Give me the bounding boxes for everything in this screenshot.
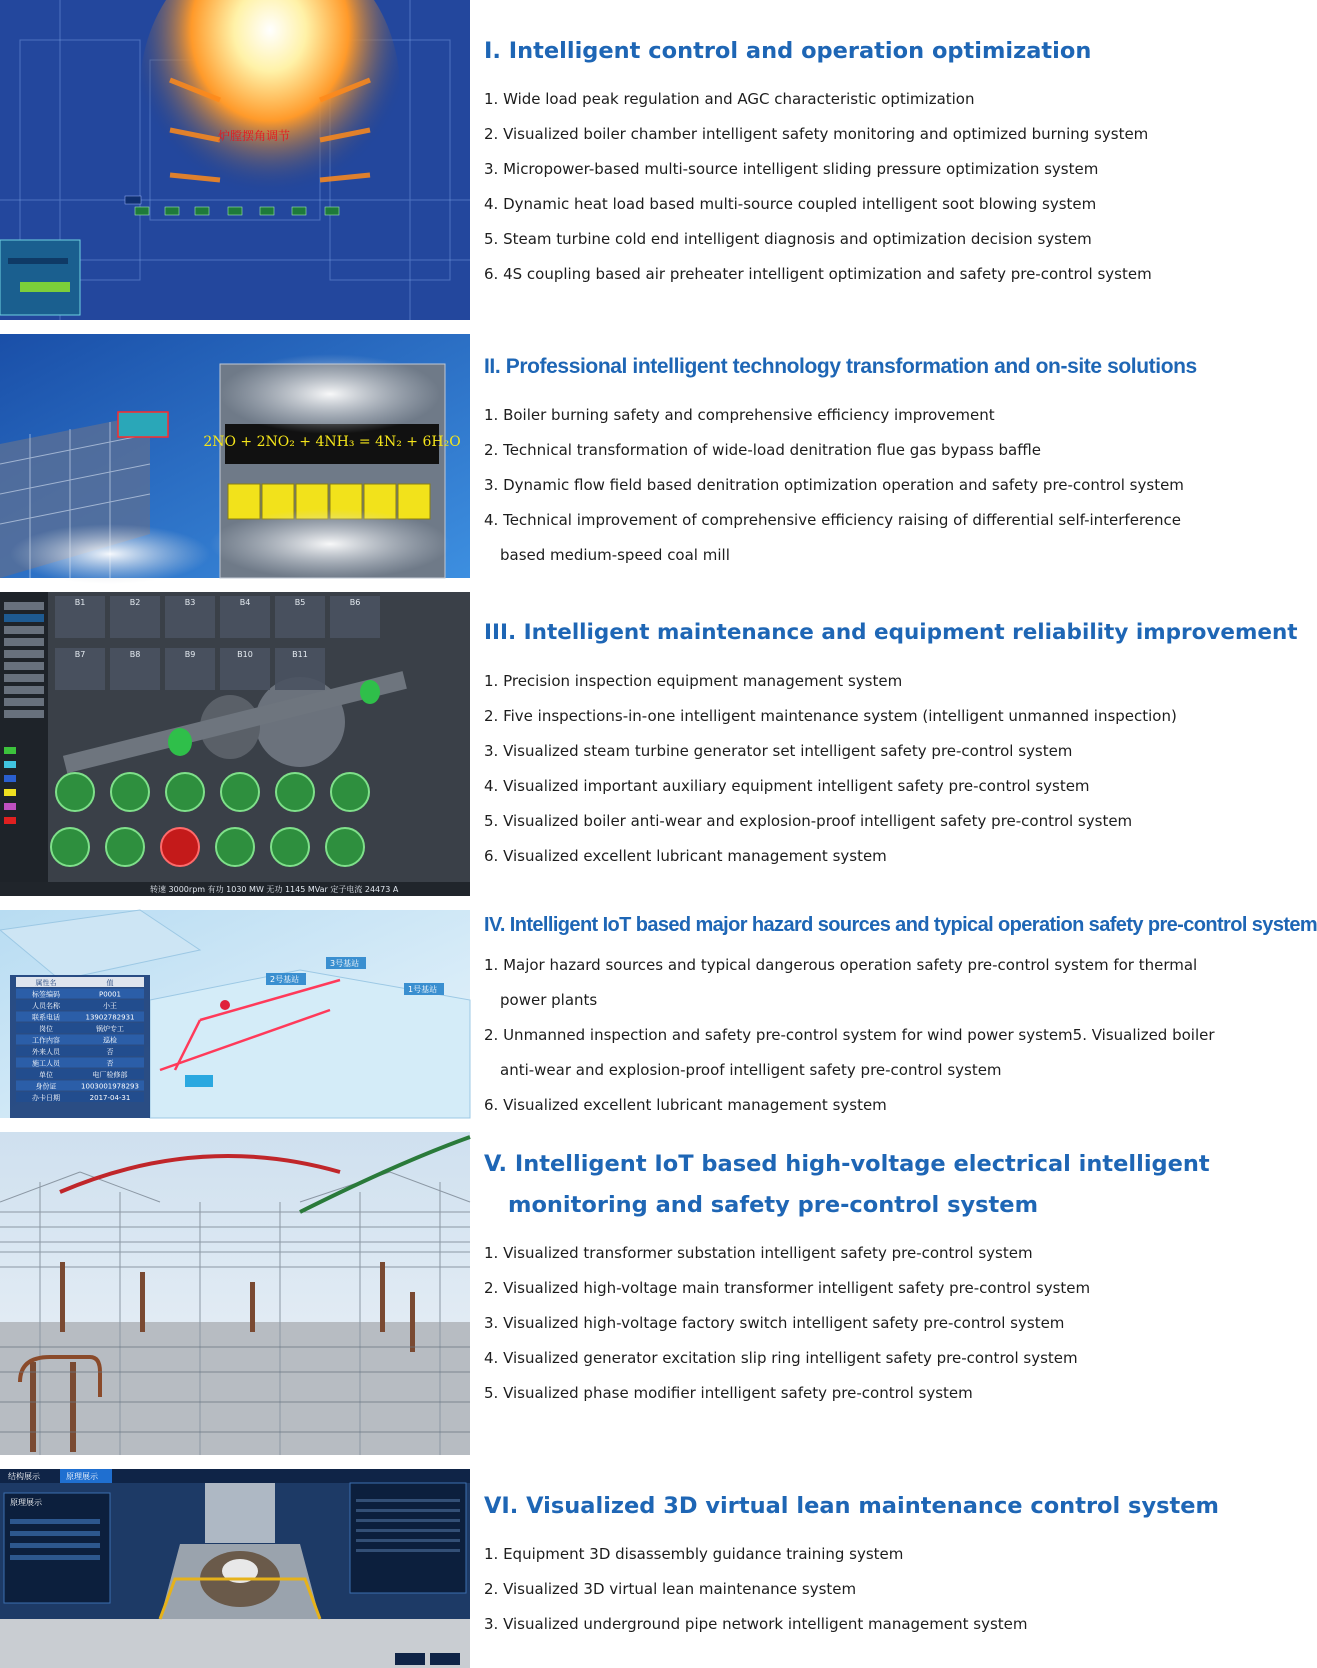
base-station-label: 2号基站 [270,975,300,984]
section-4-list [484,948,1215,1123]
bearing-label: B9 [184,650,196,659]
reaction-equation: 2NO + 2NO₂ + 4NH₃ = 4N₂ + 6H₂O [203,434,461,450]
denitration-reactor-image [0,334,470,578]
personnel-location-image [0,910,470,1118]
bearing-label: B10 [237,650,253,659]
vibration-gauge [221,773,259,811]
section-5-title [484,1144,1210,1226]
info-table-cell: 巡检 [103,1036,117,1045]
list-item-continuation [484,538,1196,573]
tab-principle-label: 原理展示 [66,1472,98,1481]
vibration-gauge [56,773,94,811]
section-5-title-line1: V. Intelligent IoT based high-voltage electrical intelligent [484,1151,1210,1177]
vibration-gauge [161,828,199,866]
section-5-text [484,1144,1210,1411]
section-3-title: III. Intelligent maintenance and equipment reliability improvement [484,620,1298,645]
section-6-title: VI. Visualized 3D virtual lean maintenance control system [484,1493,1219,1519]
info-table-cell: 施工人员 [32,1059,60,1068]
info-table-cell: 办卡日期 [32,1094,60,1102]
info-table-cell: 否 [106,1048,114,1056]
boiler-flame-image [0,0,470,320]
list-item: 2. Unmanned inspection and safety pre-control system for wind power system5. Visualized boiler [484,1026,1215,1044]
turbine-monitoring-image [0,592,470,896]
list-item: 1. Boiler burning safety and comprehensive efficiency improvement [484,406,995,424]
list-item: 1. Equipment 3D disassembly guidance training system [484,1545,904,1563]
vibration-gauge [331,773,369,811]
bearing-label: B7 [74,650,86,659]
list-item: 4. Visualized important auxiliary equipment intelligent safety pre-control system [484,777,1090,795]
bearing-label: B4 [239,598,251,607]
bearing-label: B5 [294,598,306,607]
info-table-cell: 属性名 [35,979,57,987]
list-item: 3. Dynamic flow field based denitration optimization operation and safety pre-control system [484,476,1184,494]
substation-image [0,1132,470,1455]
list-item-cont-text: based medium-speed coal mill [500,546,730,564]
list-item: 1. Visualized transformer substation intelligent safety pre-control system [484,1244,1033,1262]
info-table-row [16,1023,144,1033]
section-4-title: IV. Intelligent IoT based major hazard sources and typical operation safety pre-control system [484,914,1317,936]
section-1-text [484,30,1196,292]
panel-title: 原理展示 [10,1498,42,1507]
list-item: 5. Visualized phase modifier intelligent safety pre-control system [484,1384,973,1402]
info-table-cell: 值 [106,979,114,987]
section-2-title: II. Professional intelligent technology transformation and on-site solutions [484,355,1197,378]
vibration-gauge [276,773,314,811]
section-5-list [484,1236,1196,1411]
list-item-cont-text: anti-wear and explosion-proof intelligent safety pre-control system [500,1061,1002,1079]
list-item: 2. Five inspections-in-one intelligent maintenance system (intelligent unmanned inspection) [484,707,1177,725]
section-1-title: I. Intelligent control and operation optimization [484,38,1092,64]
info-table-cell: 电厂检修部 [92,1071,128,1079]
list-item: 3. Visualized steam turbine generator set intelligent safety pre-control system [484,742,1073,760]
list-item: 5. Visualized boiler anti-wear and explosion-proof intelligent safety pre-control system [484,812,1133,830]
info-table-cell: 小王 [103,1002,117,1010]
list-item: 4. Technical improvement of comprehensive efficiency raising of differential self-interference [484,511,1181,529]
list-item-continuation [484,983,1196,1018]
vibration-gauge [51,828,89,866]
list-item: 2. Visualized boiler chamber intelligent safety monitoring and optimized burning system [484,125,1149,143]
info-table-cell: 身份证 [35,1082,57,1091]
list-item: 1. Precision inspection equipment management system [484,672,903,690]
base-station-label: 1号基站 [408,985,438,994]
list-item: 1. Wide load peak regulation and AGC characteristic optimization [484,90,975,108]
vibration-gauge [166,773,204,811]
vibration-gauge [106,828,144,866]
section-2-list [484,398,1196,573]
info-table-cell: 工作内容 [32,1036,60,1045]
section-1-list [484,82,1196,292]
info-table-cell: 13902782931 [85,1013,135,1022]
list-item: 4. Dynamic heat load based multi-source coupled intelligent soot blowing system [484,195,1097,213]
info-table-cell: P0001 [98,990,122,999]
section-5-title-line2: monitoring and safety pre-control system [508,1192,1039,1218]
tab-structure-label: 结构展示 [8,1472,40,1481]
info-table-cell: 人员名称 [32,1002,60,1010]
info-table-cell: 外来人员 [32,1048,60,1056]
status-bar-text: 转速 3000rpm 有功 1030 MW 无功 1145 MVar 定子电流 24473 A [150,885,399,894]
list-item: 6. Visualized excellent lubricant management system [484,847,887,865]
list-item: 2. Visualized 3D virtual lean maintenance system [484,1580,857,1598]
vibration-gauge [111,773,149,811]
bearing-label: B1 [74,598,86,607]
section-4-text [484,904,1317,1123]
list-item: 3. Micropower-based multi-source intelligent sliding pressure optimization system [484,160,1099,178]
bearing-label: B6 [349,598,361,607]
vibration-gauge [271,828,309,866]
list-item: 6. 4S coupling based air preheater intelligent optimization and safety pre-control system [484,265,1152,283]
vibration-gauge [326,828,364,866]
section-6-text [484,1485,1219,1642]
bearing-label: B3 [184,598,196,607]
list-item-continuation [484,1053,1196,1088]
info-table-cell: 2017-04-31 [89,1094,131,1102]
info-table-cell: 联系电话 [32,1013,60,1022]
info-table-cell: 岗位 [39,1025,53,1033]
info-table-cell: 标签编码 [32,990,60,999]
info-table-cell: 否 [106,1059,114,1068]
section-2-text [484,346,1196,573]
list-item: 5. Steam turbine cold end intelligent diagnosis and optimization decision system [484,230,1092,248]
list-item: 4. Visualized generator excitation slip ring intelligent safety pre-control system [484,1349,1078,1367]
info-table-cell: 1003001978293 [81,1082,139,1091]
list-item: 2. Visualized high-voltage main transformer intelligent safety pre-control system [484,1279,1091,1297]
overlay-label: 炉膛摆角调节 [218,129,291,143]
base-station-label: 3号基站 [330,959,360,968]
list-item: 3. Visualized underground pipe network intelligent management system [484,1615,1028,1633]
bearing-label: B2 [129,598,141,607]
section-3-text [484,612,1298,874]
info-table-cell: 单位 [39,1071,53,1079]
list-item: 3. Visualized high-voltage factory switch intelligent safety pre-control system [484,1314,1065,1332]
coal-mill-3d-image [0,1469,470,1668]
section-6-list [484,1537,1196,1642]
section-3-list [484,664,1196,874]
vibration-gauge [216,828,254,866]
bearing-label: B8 [129,650,141,659]
list-item: 2. Technical transformation of wide-load denitration flue gas bypass baffle [484,441,1041,459]
info-table-cell: 锅炉专工 [96,1025,124,1033]
list-item: 6. Visualized excellent lubricant management system [484,1096,887,1114]
list-item: 1. Major hazard sources and typical dangerous operation safety pre-control system for thermal [484,956,1198,974]
bearing-label: B11 [292,650,308,659]
list-item-cont-text: power plants [500,991,598,1009]
